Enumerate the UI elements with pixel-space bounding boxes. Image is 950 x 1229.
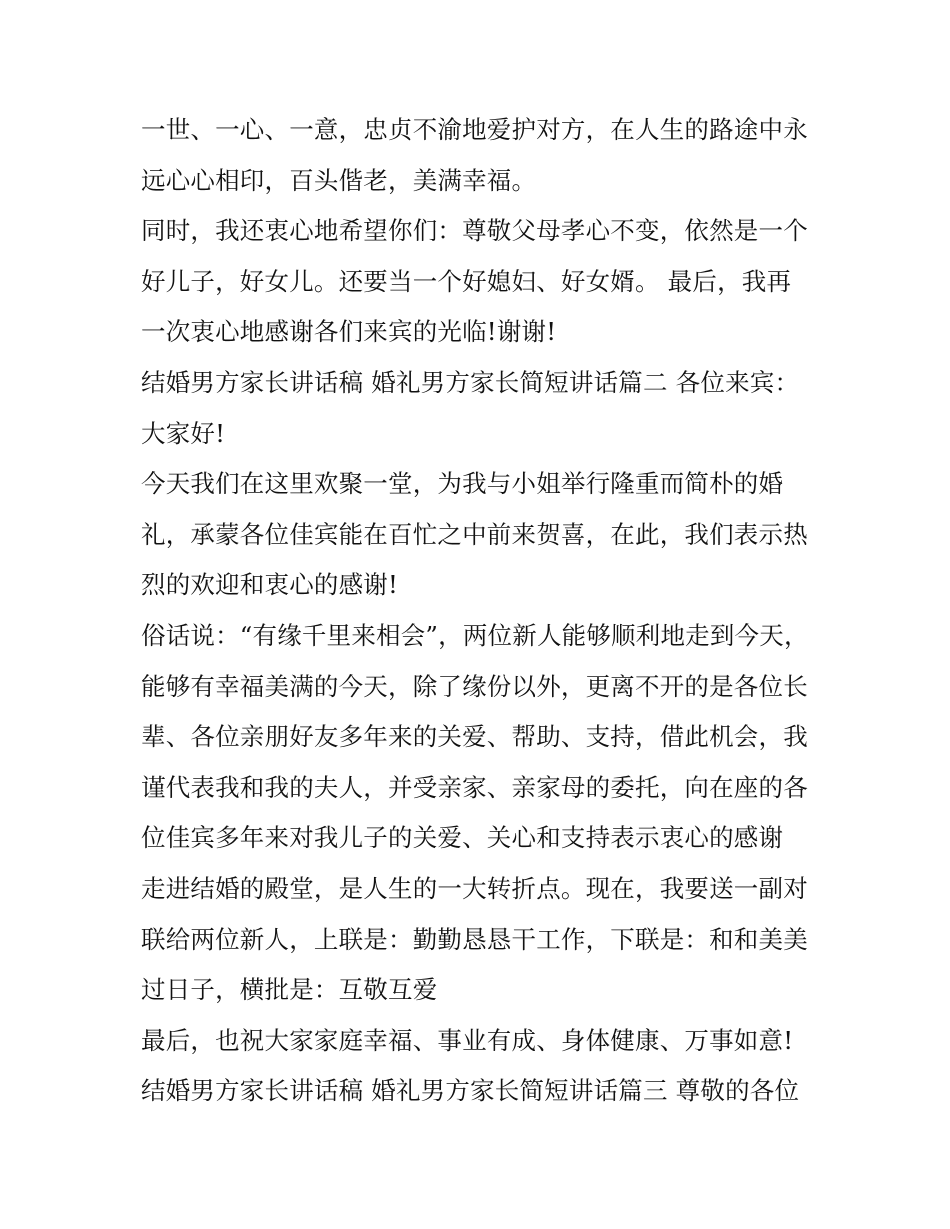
section-heading-line-20: 结婚男方家长讲话稿 婚礼男方家长简短讲话篇三 尊敬的各位: [141, 1076, 800, 1106]
text-line-16: 走进结婚的殿堂，是人生的一大转折点。现在，我要送一副对: [141, 873, 808, 903]
text-line-13: 辈、各位亲朋好友多年来的关爱、帮助、支持，借此机会，我: [141, 722, 808, 752]
text-line-3: 同时，我还衷心地希望你们：尊敬父母孝心不变，依然是一个: [141, 216, 808, 246]
text-line-8: 今天我们在这里欢聚一堂，为我与小姐举行隆重而简朴的婚: [141, 469, 784, 499]
text-line-2: 远心心相印，百头偕老，美满幸福。: [141, 165, 537, 195]
section-heading-line-6: 结婚男方家长讲话稿 婚礼男方家长简短讲话篇二 各位来宾：: [141, 367, 800, 397]
text-line-18: 过日子，横批是：互敬互爱: [141, 975, 438, 1005]
text-line-12: 能够有幸福美满的今天，除了缘份以外，更离不开的是各位长: [141, 671, 808, 701]
text-line-9: 礼，承蒙各位佳宾能在百忙之中前来贺喜，在此，我们表示热: [141, 519, 808, 549]
text-line-7: 大家好!: [141, 418, 226, 448]
text-line-1: 一世、一心、一意，忠贞不渝地爱护对方，在人生的路途中永: [141, 115, 808, 144]
text-line-17: 联给两位新人，上联是：勤勤恳恳干工作，下联是：和和美美: [141, 924, 808, 954]
text-line-10: 烈的欢迎和衷心的感谢!: [141, 570, 399, 600]
document-body-text: [141, 105, 821, 1117]
text-line-11: 俗话说：“有缘千里来相会”，两位新人能够顺利地走到今天，: [141, 620, 809, 650]
text-line-4: 好儿子，好女儿。还要当一个好媳妇、好女婿。 最后，我再: [141, 266, 792, 296]
text-line-15: 位佳宾多年来对我儿子的关爱、关心和支持表示衷心的感谢: [141, 823, 784, 853]
text-line-5: 一次衷心地感谢各们来宾的光临!谢谢!: [141, 317, 557, 347]
text-line-19: 最后，也祝大家家庭幸福、事业有成、身体健康、万事如意!: [141, 1025, 794, 1055]
text-line-14: 谨代表我和我的夫人，并受亲家、亲家母的委托，向在座的各: [141, 772, 808, 802]
